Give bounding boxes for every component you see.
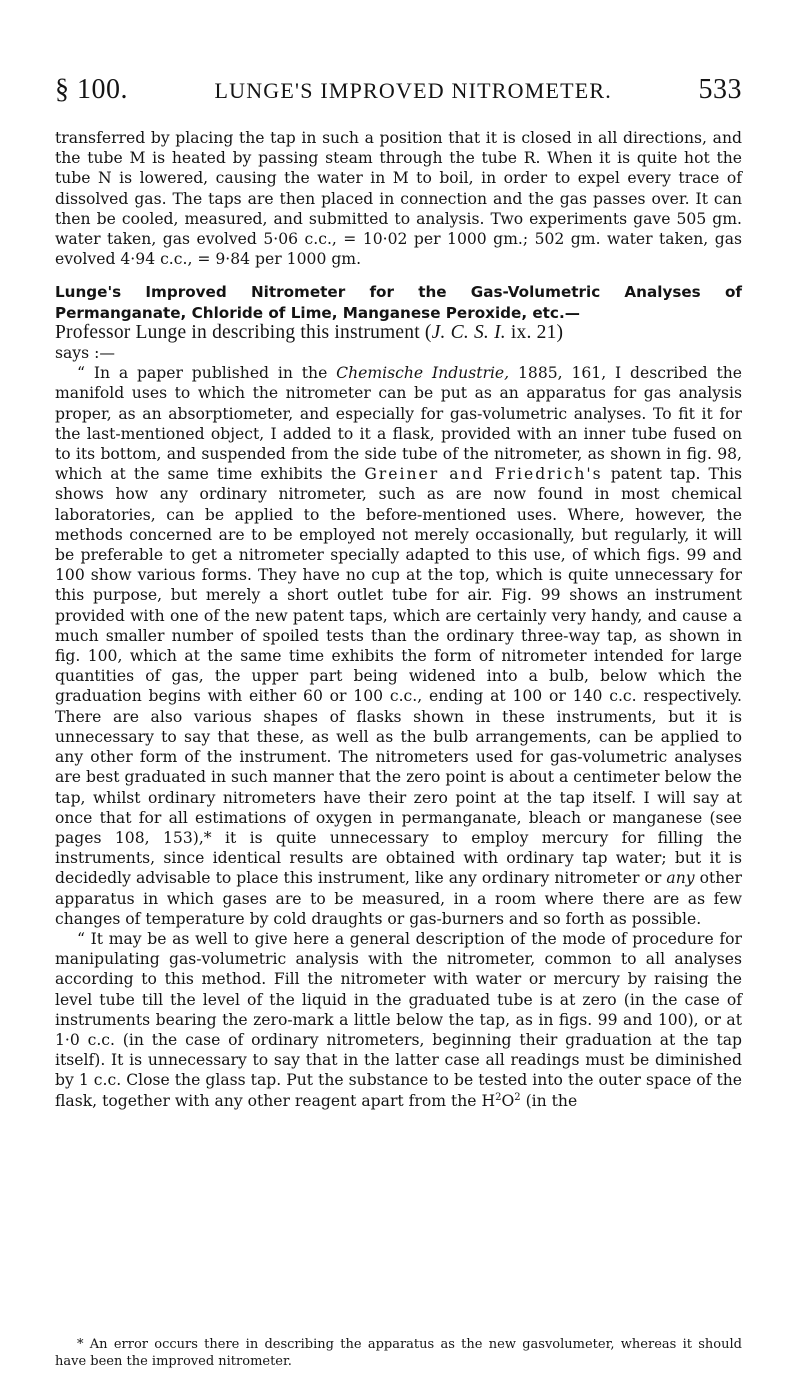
text-run: patent tap. This shows how any ordinary nitrometer, such as are now found in most chemical laboratories, can be applied to the before-mentioned uses. Where, however, the methods concerned are to be employed not merely occasionally, but regularly, it will be preferable to get a nitrometer specially adapted to this use, of which figs. 99 and 100 show various forms. They have no cup at the top, which is quite unnecessary for this purpose, but merely a short outlet tube for air. Fig. 99 shows an instrument provided with one of the new patent taps, which are certainly very handy, and cause a much smaller number of spoiled tests than the ordinary three-way tap, as shown in fig. 100, which at the same time exhibits the form of nitrometer intended for large quantities of gas, the upper part being widened into a bulb, below which the graduation begins with either 60 or 100 c.c., ending at 100 or 140 c.c. respectively. There are also various shapes of flasks shown in these instruments, but it is unnecessary to say that these, as well as the bulb arrangements, can be applied to any other form of the instrument. The nitrometers used for gas-volumetric analyses are best graduated in such manner that the zero point is about a centimeter below the tap, whilst ordinary nitrometers have their zero point at the tap itself. I will say at once that for all estimations of oxygen in permanganate, bleach or manganese (see pages 108, 153),* it is quite unnecessary to employ mercury for filling the instruments, since identical results are obtained with ordinary tap water; but it is decidedly advisable to place this instrument, like any ordinary nitrometer or [55, 465, 742, 888]
text-run: other apparatus in which gases are to be measured, in a room where there are as few changes of temperature by cold draughts or gas-burners and so forth as possible. [55, 869, 742, 928]
text-run: O [501, 1091, 515, 1110]
running-header [55, 74, 742, 106]
professor-intro: Professor Lunge in describing this instrument ( [55, 321, 432, 343]
running-title: LUNGE'S IMPROVED NITROMETER. [214, 78, 612, 103]
footnote-text: * An error occurs there in describing the apparatus as the new gasvolumeter, whereas it should have been the improved nitrometer. [55, 1337, 742, 1369]
quoted-paragraph-1 [55, 363, 742, 929]
journal-title: Chemische Industrie, [336, 364, 510, 383]
superscript: 2 [495, 1091, 502, 1103]
section-heading: Lunge's Improved Nitrometer for the Gas-Volumetric Analyses of Permanganate, Chloride of Lime, Manganese Peroxide, etc.— [55, 283, 742, 322]
says-line: says :— [55, 344, 115, 363]
footnote [55, 1336, 742, 1370]
emphasis-any: any [666, 869, 695, 888]
journal-reference: J. C. S. I. [431, 321, 506, 343]
professor-intro-paragraph [55, 323, 742, 363]
text-run: “ In a paper published in the [77, 364, 337, 383]
journal-reference-tail: ix. 21) [505, 321, 564, 343]
inventor-names: Greiner and Friedrich's [364, 465, 603, 484]
page-number: 533 [698, 74, 742, 105]
section-number: § 100. [55, 74, 128, 105]
page-body [55, 128, 742, 1111]
text-run: “ It may be as well to give here a general description of the mode of procedure for manipulating gas-volumetric analysis with the nitrometer, common to all analyses according to this method. Fill the nitrometer with water or mercury by raising the level tube till the level of the liquid in the graduated tube is at zero (in the case of instruments bearing the zero-mark a little below the tap, as in figs. 99 and 100), or at 1·0 c.c. (in the case of ordinary nitrometers, beginning their graduation at the tap itself). It is unnecessary to say that in the latter case all readings must be diminished by 1 c.c. Close the glass tap. Put the substance to be tested into the outer space of the flask, together with any other reagent apart from the H [55, 929, 742, 1110]
quoted-paragraph-2 [55, 929, 742, 1111]
text-run: (in the [520, 1091, 578, 1110]
text-run: 1885, 161, I described the manifold uses to which the nitrometer can be put as an apparatus for gas analysis proper, as an absorptiometer, and especially for gas-volumetric analyses. To fit it for the last-mentioned object, I added to it a flask, provided with an inner tube fused on to its bottom, and suspended from the side tube of the nitrometer, as shown in fig. 98, which at the same time exhibits the [55, 364, 742, 484]
paragraph-continuation: transferred by placing the tap in such a position that it is closed in all directions, and the tube M is heated by passing steam through the tube R. When it is quite hot the tube N is lowered, causing the water in M to boil, in order to expel every trace of dissolved gas. The taps are then placed in connection and the gas passes over. It can then be cooled, measured, and submitted to analysis. Two experiments gave 505 gm. water taken, gas evolved 5·06 c.c., = 10·02 per 1000 gm.; 502 gm. water taken, gas evolved 4·94 c.c., = 9·84 per 1000 gm. [55, 129, 742, 269]
superscript: 2 [514, 1091, 521, 1103]
